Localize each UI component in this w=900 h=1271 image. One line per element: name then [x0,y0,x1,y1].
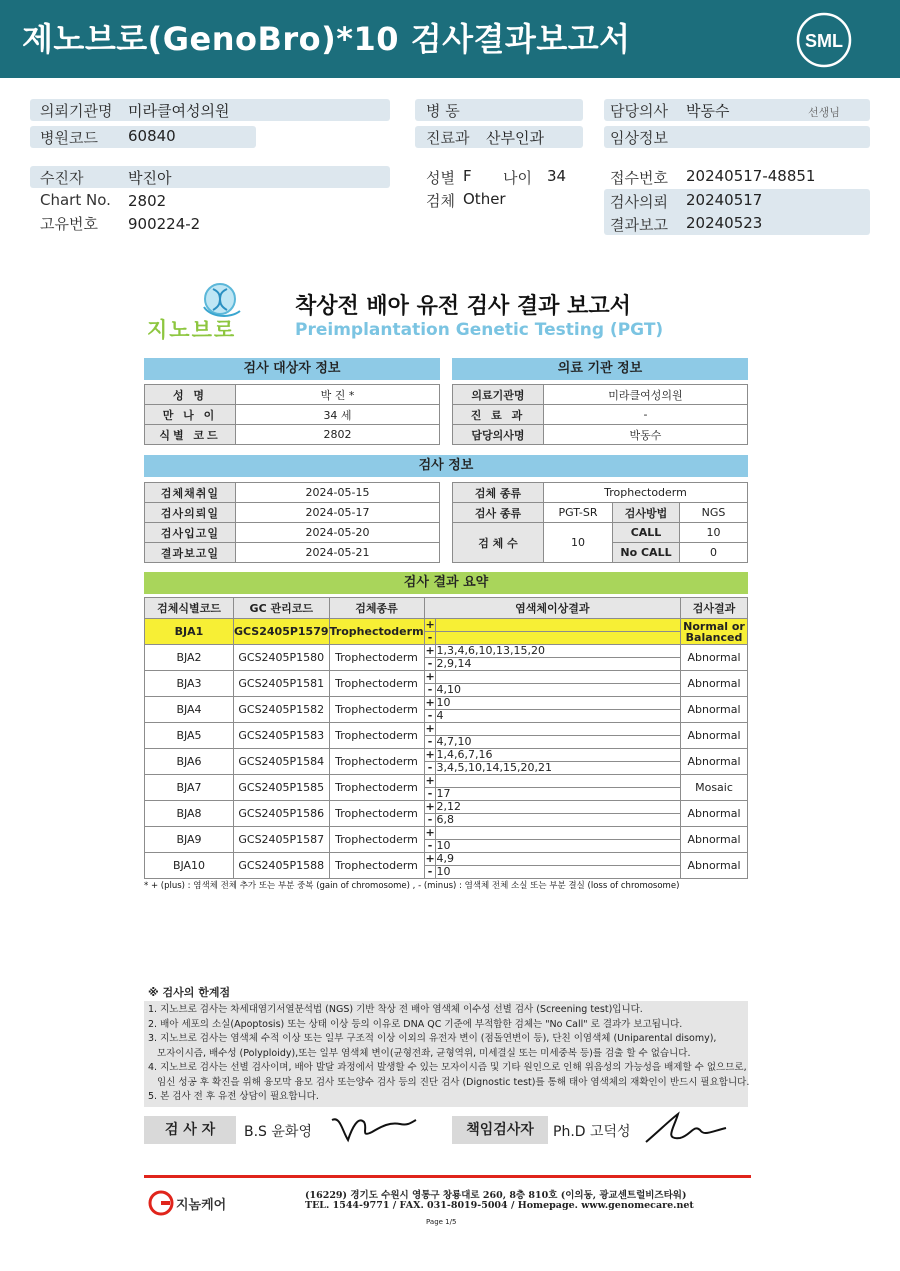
specimen-id-cell: BJA8 [145,801,234,827]
minus-line [425,684,680,696]
specimen-type-key: 검체 종류 [453,483,544,503]
minus-line [425,814,680,826]
test-result-cell: Normal or Balanced [681,619,748,645]
minus-chromosomes: 10 [436,865,451,878]
nocall-key: No CALL [613,543,680,563]
subject-key: 성 명 [145,385,236,405]
minus-line [425,658,680,670]
limitation-line: 2. 배아 세포의 소실(Apoptosis) 또는 상태 이상 등의 이유로 DNA QC 기준에 부적합한 검체는 "No Call" 로 결과가 보고됩니다. [148,1018,683,1030]
count-key: 검 체 수 [453,523,544,563]
company-name: 지놈케어 [176,1198,227,1213]
plus-sign: + [425,826,435,839]
request-value: 20240517 [686,191,763,209]
minus-sign: - [426,658,436,670]
doctor-value: 박동수 [686,102,730,120]
summary-heading: 검사 결과 요약 [144,572,748,594]
test-result-cell: Abnormal [681,853,748,879]
plus-sign: + [425,670,435,683]
sex-label: 성별 [426,169,455,187]
gc-code-cell: GCS2405P1586 [234,801,330,827]
tester-name: B.S 윤화영 [244,1124,312,1140]
test-date-value: 2024-05-15 [236,483,440,503]
chief-label: 책임검사자 [452,1116,548,1144]
report-title: 제노브로(GenoBro)*10 검사결과보고서 [22,20,631,58]
report-date-label: 결과보고 [610,216,668,234]
minus-chromosomes: 10 [436,839,451,852]
age-label: 나이 [503,169,532,187]
department-value: 산부인과 [486,129,544,147]
chromosome-result-cell [424,801,680,827]
company-contact: TEL. 1544-9771 / FAX. 031-8019-5004 / Homepage. www.genomecare.net [305,1200,694,1211]
result-row [145,723,748,749]
minus-line [425,866,680,878]
institution-key: 의료기관명 [453,385,544,405]
minus-chromosomes: 4,10 [436,683,462,696]
col-header: 염색체이상결과 [424,598,680,619]
plus-line [425,853,680,866]
svg-text:SML: SML [805,31,843,51]
test-type-value: PGT-SR [544,503,613,523]
plus-line [425,801,680,814]
subject-key: 식별 코드 [145,425,236,445]
institution-info-heading: 의료 기관 정보 [452,358,748,380]
col-header: 검사결과 [681,598,748,619]
institution-value: 미라클여성의원 [128,102,230,120]
page-number: Page 1/5 [426,1218,457,1226]
test-details-table [452,482,748,563]
minus-line [425,710,680,722]
minus-chromosomes: 4 [436,709,444,722]
test-date-value: 2024-05-20 [236,523,440,543]
minus-chromosomes: 6,8 [436,813,455,826]
limitation-line: 5. 본 검사 전 후 유전 상담이 필요합니다. [148,1091,319,1102]
institution-key: 담당의사명 [453,425,544,445]
request-label: 검사의뢰 [610,193,668,211]
minus-sign: - [426,866,436,878]
specimen-id-cell: BJA7 [145,775,234,801]
specimen-type-cell: Trophectoderm [329,749,424,775]
specimen-type-cell: Trophectoderm [329,645,424,671]
test-date-key: 검사의뢰일 [145,503,236,523]
test-date-key: 검체채취일 [145,483,236,503]
subject-value: 34 세 [236,405,440,425]
method-key: 검사방법 [613,503,680,523]
chart-value: 2802 [128,192,167,210]
specimen-type-value: Trophectoderm [544,483,748,503]
minus-line [425,762,680,774]
subject-info-heading: 검사 대상자 정보 [144,358,440,380]
gc-code-cell: GCS2405P1580 [234,645,330,671]
plus-chromosomes: 4,9 [436,852,455,865]
plus-chromosomes: 1,4,6,7,16 [436,748,493,761]
plus-line [425,697,680,710]
result-row [145,645,748,671]
age-value: 34 [547,167,567,185]
gc-code-cell: GCS2405P1579 [234,619,330,645]
gc-code-cell: GCS2405P1581 [234,671,330,697]
specimen-id-cell: BJA9 [145,827,234,853]
minus-line [425,632,680,644]
institution-value: - [544,405,748,425]
plus-line [425,619,680,632]
minus-sign: - [426,762,436,774]
specimen-id-cell: BJA1 [145,619,234,645]
receipt-value: 20240517-48851 [686,167,816,185]
col-header: GC 관리코드 [234,598,330,619]
name-value: 박진아 [128,169,172,187]
chromosome-result-cell [424,775,680,801]
call-key: CALL [613,523,680,543]
summary-table [144,597,748,879]
minus-sign: - [426,632,436,644]
minus-chromosomes: 4,7,10 [436,735,472,748]
gc-code-cell: GCS2405P1582 [234,697,330,723]
tester-label: 검 사 자 [144,1116,236,1144]
plus-sign: + [425,722,435,735]
gc-code-cell: GCS2405P1584 [234,749,330,775]
specimen-type-cell: Trophectoderm [329,619,424,645]
nocall-value: 0 [680,543,748,563]
gc-code-cell: GCS2405P1587 [234,827,330,853]
specimen-id-cell: BJA2 [145,645,234,671]
specimen-id-cell: BJA4 [145,697,234,723]
chief-name: Ph.D 고덕성 [553,1124,631,1140]
result-row [145,671,748,697]
test-result-cell: Abnormal [681,749,748,775]
specimen-type-cell: Trophectoderm [329,853,424,879]
institution-info-table [452,384,748,445]
col-header: 검체식별코드 [145,598,234,619]
minus-chromosomes: 2,9,14 [436,657,472,670]
limitation-line: 1. 지노브로 검사는 차세대염기서열분석법 (NGS) 기반 착상 전 배아 염색체 이수성 선별 검사 (Screening test)입니다. [148,1004,643,1015]
plus-line [425,671,680,684]
call-value: 10 [680,523,748,543]
test-info-heading: 검사 정보 [144,455,748,477]
summary-footnote: * + (plus) : 염색체 전체 추가 또는 부분 중복 (gain of chromosome) , - (minus) : 염색체 전체 소실 또는 부분 결실 (loss of chromosome) [144,881,680,891]
name-label: 수진자 [40,169,84,187]
chromosome-result-cell [424,749,680,775]
specimen-type-cell: Trophectoderm [329,723,424,749]
institution-value: 박동수 [544,425,748,445]
col-header: 검체종류 [329,598,424,619]
result-row [145,619,748,645]
test-result-cell: Abnormal [681,645,748,671]
specimen-type-cell: Trophectoderm [329,827,424,853]
chromosome-result-cell [424,853,680,879]
specimen-type-cell: Trophectoderm [329,697,424,723]
specimen-type-cell: Trophectoderm [329,671,424,697]
ward-label: 병 동 [426,102,460,120]
gc-code-cell: GCS2405P1588 [234,853,330,879]
unique-label: 고유번호 [40,215,98,233]
test-date-value: 2024-05-21 [236,543,440,563]
test-result-cell: Abnormal [681,801,748,827]
hospital-code-label: 병원코드 [40,129,98,147]
gc-code-cell: GCS2405P1585 [234,775,330,801]
limitation-line: 임신 성공 후 확진을 위해 융모막 융모 검사 또는양수 검사 등의 진단 검사 (Dignostic test)를 통해 태아 염색체의 재확인이 반드시 필요합니다. [148,1076,750,1088]
specimen-id-cell: BJA3 [145,671,234,697]
chief-signature [640,1108,730,1148]
test-result-cell: Abnormal [681,723,748,749]
chromosome-result-cell [424,619,680,645]
test-result-cell: Abnormal [681,827,748,853]
unique-value: 900224-2 [128,215,201,233]
report-date-value: 20240523 [686,214,763,232]
minus-line [425,736,680,748]
subject-value: 2802 [236,425,440,445]
chromosome-result-cell [424,723,680,749]
specimen-id-cell: BJA6 [145,749,234,775]
plus-sign: + [425,644,435,657]
minus-sign: - [426,814,436,826]
count-value: 10 [544,523,613,563]
sex-value: F [463,167,472,185]
institution-value: 미라클여성의원 [544,385,748,405]
specimen-label: 검체 [426,192,455,210]
institution-label: 의뢰기관명 [40,102,113,120]
test-dates-table [144,482,440,563]
limitation-line: 3. 지노브로 검사는 염색체 수적 이상 또는 일부 구조적 이상 이외의 유전자 변이 (점돌연변이 등), 단친 이염색체 (Uniparental disomy), [148,1033,717,1044]
doctor-label: 담당의사 [610,102,668,120]
report-title-en: Preimplantation Genetic Testing (PGT) [295,320,664,340]
test-result-cell: Mosaic [681,775,748,801]
minus-sign: - [426,684,436,696]
hospital-code-value: 60840 [128,127,176,145]
result-row [145,775,748,801]
chromosome-result-cell [424,827,680,853]
gc-code-cell: GCS2405P1583 [234,723,330,749]
doctor-suffix: 선생님 [808,106,840,119]
limitation-line: 4. 지노브로 검사는 선별 검사이며, 배아 발달 과정에서 발생할 수 있는 모자이시즘 및 기타 원인으로 인해 위음성의 가능성을 배제할 수 없으므로, [148,1062,747,1073]
plus-line [425,827,680,840]
plus-sign: + [425,774,435,787]
plus-sign: + [425,618,435,631]
limitations-heading: ※ 검사의 한계점 [148,986,231,999]
specimen-id-cell: BJA5 [145,723,234,749]
result-row [145,853,748,879]
company-address: (16229) 경기도 수원시 영통구 창룡대로 260, 8층 810호 (이의동, 광교센트럴비즈타워) [305,1190,687,1201]
plus-chromosomes: 10 [436,696,451,709]
test-date-value: 2024-05-17 [236,503,440,523]
minus-line [425,840,680,852]
method-value: NGS [680,503,748,523]
test-result-cell: Abnormal [681,671,748,697]
test-type-key: 검사 종류 [453,503,544,523]
name-row-bg [30,166,390,188]
plus-sign: + [425,800,435,813]
chromosome-result-cell [424,645,680,671]
minus-sign: - [426,736,436,748]
limitations-box [144,1001,748,1107]
chromosome-result-cell [424,671,680,697]
specimen-type-cell: Trophectoderm [329,775,424,801]
specimen-id-cell: BJA10 [145,853,234,879]
institution-key: 진 료 과 [453,405,544,425]
minus-sign: - [426,710,436,722]
plus-sign: + [425,748,435,761]
result-row [145,801,748,827]
plus-line [425,775,680,788]
receipt-label: 접수번호 [610,169,668,187]
genomecare-logo-icon [148,1190,174,1216]
result-row [145,827,748,853]
result-row [145,749,748,775]
plus-sign: + [425,696,435,709]
clinical-label: 임상정보 [610,129,668,147]
minus-chromosomes: 3,4,5,10,14,15,20,21 [436,761,552,774]
specimen-type-cell: Trophectoderm [329,801,424,827]
minus-line [425,788,680,800]
subject-key: 만 나 이 [145,405,236,425]
subject-info-table [144,384,440,445]
plus-chromosomes: 1,3,4,6,10,13,15,20 [436,644,545,657]
test-date-key: 결과보고일 [145,543,236,563]
subject-value: 박 진 * [236,385,440,405]
brand-name: 지노브로 [147,318,237,342]
plus-chromosomes: 2,12 [436,800,462,813]
tester-signature [328,1110,418,1146]
test-date-key: 검사입고일 [145,523,236,543]
specimen-value: Other [463,190,506,208]
plus-sign: + [425,852,435,865]
chart-label: Chart No. [40,191,111,209]
report-title-ko: 착상전 배아 유전 검사 결과 보고서 [295,294,631,319]
minus-sign: - [426,840,436,852]
test-result-cell: Abnormal [681,697,748,723]
minus-chromosomes: 17 [436,787,451,800]
sml-logo [795,11,853,69]
limitation-line: 모자이시즘, 배수성 (Polyploidy),또는 일부 염색체 변이(균형전좌, 균형역위, 미세결실 또는 미세중복 등)를 검출 할 수 없습니다. [148,1047,691,1059]
department-label: 진료과 [426,129,470,147]
result-row [145,697,748,723]
footer-divider [144,1175,751,1178]
minus-sign: - [426,788,436,800]
chromosome-result-cell [424,697,680,723]
